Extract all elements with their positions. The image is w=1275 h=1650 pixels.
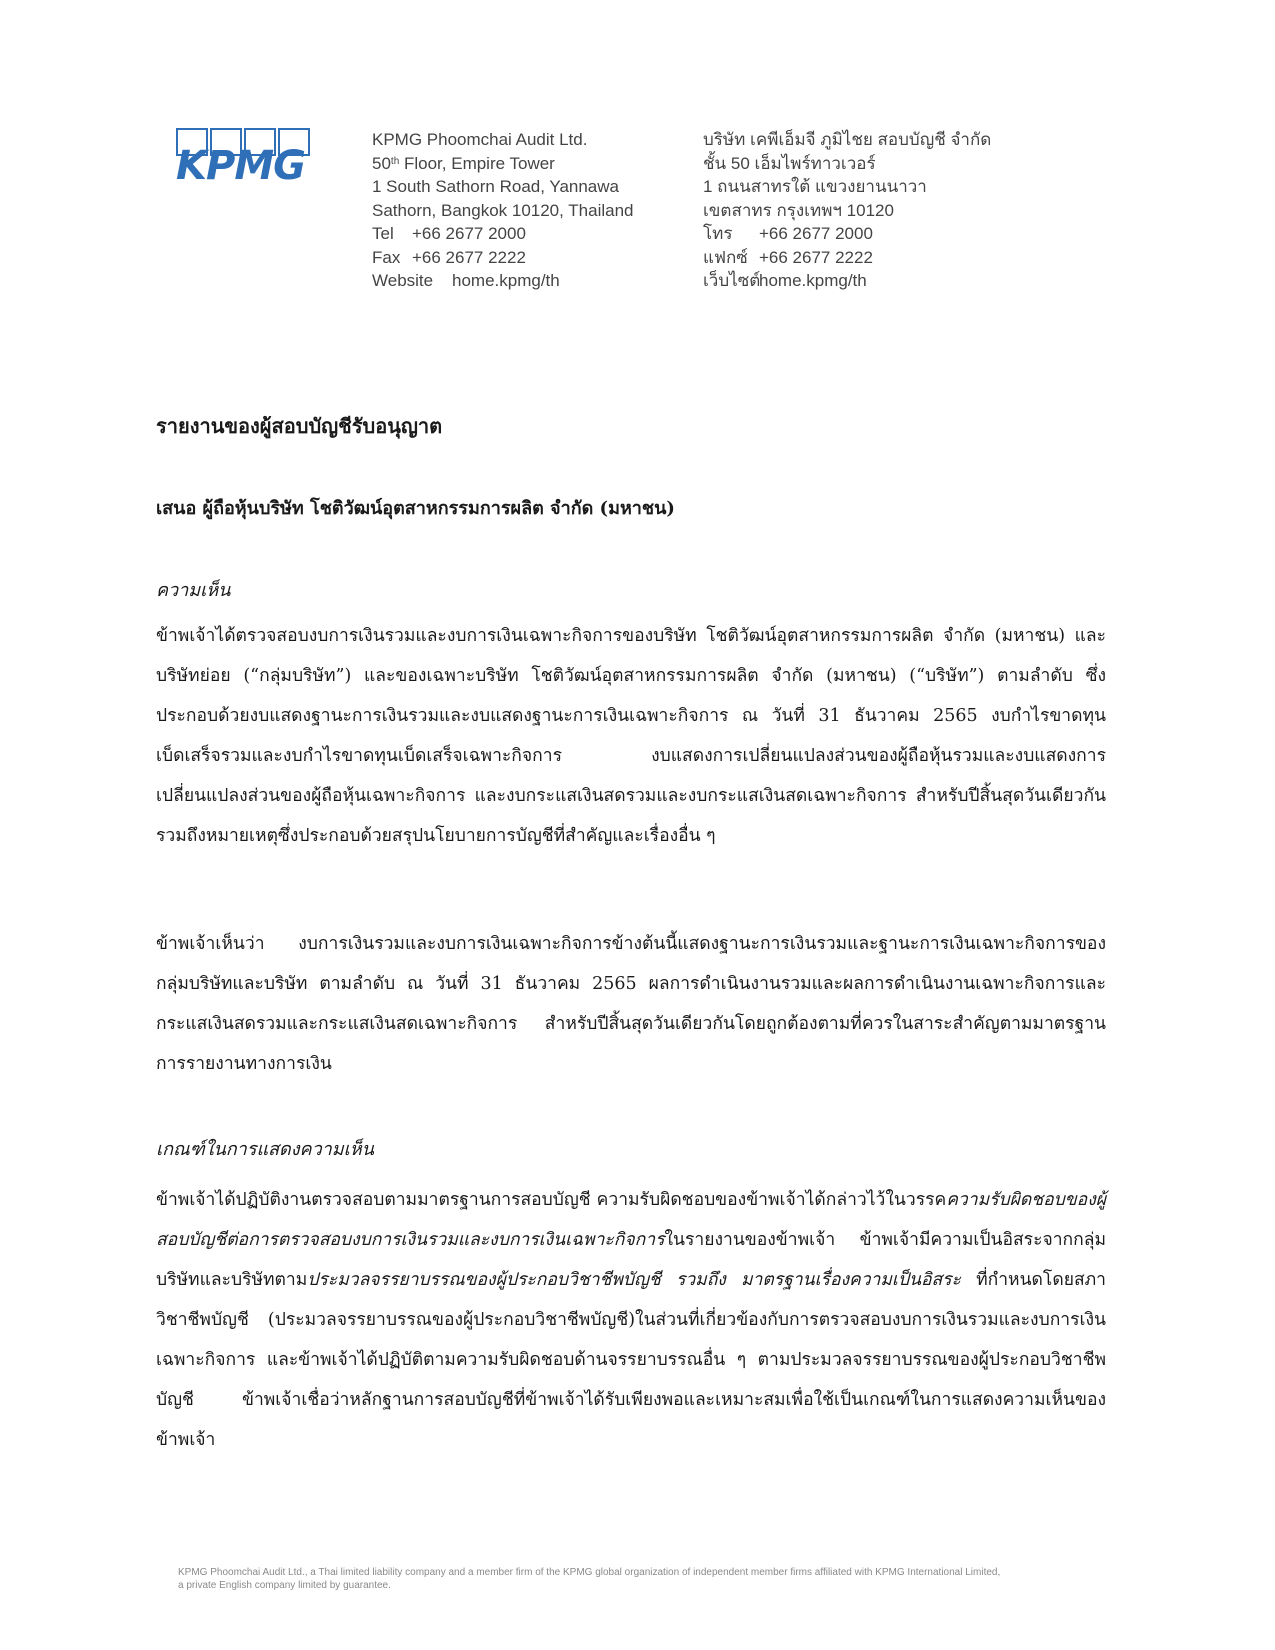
report-title: รายงานของผู้สอบบัญชีรับอนุญาต: [156, 414, 443, 438]
city-line-th: เขตสาทร กรุงเทพฯ 10120: [703, 200, 894, 220]
company-name-en: KPMG Phoomchai Audit Ltd.: [372, 130, 588, 149]
website-line-en: Website home.kpmg/th: [372, 271, 560, 290]
opinion-paragraph-1: ข้าพเจ้าได้ตรวจสอบงบการเงินรวมและงบการเงินเฉพาะกิจการของบริษัท โชติวัฒน์อุตสาหกรรมการผลิต จำกัด (มหาชน) และบริษัทย่อย (“กลุ่มบริษัท”) และของเฉพาะบริษัท โชติวัฒน์อุตสาหกรรมการผลิต จำกัด (มหาชน) (“บริษัท”) ตามลำดับ ซึ่งประกอบด้วยงบแสดงฐานะการเงินรวมและงบแสดงฐานะการเงินเฉพาะกิจการ ณ วันที่ 31 ธันวาคม 2565 งบกำไรขาดทุนเบ็ดเสร็จรวมและงบกำไรขาดทุนเบ็ดเสร็จเฉพาะกิจการ งบแสดงการเปลี่ยนแปลงส่วนของผู้ถือหุ้นรวมและงบแสดงการเปลี่ยนแปลงส่วนของผู้ถือหุ้นเฉพาะกิจการ และงบกระแสเงินสดรวมและงบกระแสเงินสดเฉพาะกิจการ สำหรับปีสิ้นสุดวันเดียวกัน รวมถึงหมายเหตุซึ่งประกอบด้วยสรุปนโยบายการบัญชีที่สำคัญและเรื่องอื่น ๆ: [156, 626, 1106, 846]
opinion-heading: ความเห็น: [156, 580, 231, 601]
floor-line-en: 50th Floor, Empire Tower: [372, 153, 555, 173]
letterhead-address-english: [372, 128, 634, 293]
floor-line-th: ชั้น 50 เอ็มไพร์ทาวเวอร์: [703, 153, 876, 173]
tel-line-en: Tel +66 2677 2000: [372, 224, 526, 243]
opinion-paragraph-2: ข้าพเจ้าเห็นว่า งบการเงินรวมและงบการเงินเฉพาะกิจการข้างต้นนี้แสดงฐานะการเงินรวมและฐานะการเงินเฉพาะกิจการของกลุ่มบริษัทและบริษัท ตามลำดับ ณ วันที่ 31 ธันวาคม 2565 ผลการดำเนินงานรวมและผลการดำเนินงานเฉพาะกิจการและกระแสเงินสดรวมและกระแสเงินสดเฉพาะกิจการ สำหรับปีสิ้นสุดวันเดียวกันโดยถูกต้องตามที่ควรในสาระสำคัญตามมาตรฐานการรายงานทางการเงิน: [156, 934, 1106, 1074]
kpmg-logo: [176, 128, 316, 188]
fax-line-th: แฟกซ์ +66 2677 2222: [703, 247, 873, 267]
fax-line-en: Fax +66 2677 2222: [372, 247, 526, 267]
basis-heading: เกณฑ์ในการแสดงความเห็น: [156, 1139, 374, 1160]
logo-wordmark: KPMG: [176, 143, 305, 189]
street-line-en: 1 South Sathorn Road, Yannawa: [372, 177, 619, 196]
company-name-th: บริษัท เคพีเอ็มจี ภูมิไชย สอบบัญชี จำกัด: [703, 130, 992, 149]
footer-line-1: KPMG Phoomchai Audit Ltd., a Thai limited liability company and a member firm of the KPMG global organization of independent member firms affiliated with KPMG International Limited,: [178, 1567, 1001, 1578]
report-addressee: เสนอ ผู้ถือหุ้นบริษัท โชติวัฒน์อุตสาหกรรมการผลิต จำกัด (มหาชน): [156, 498, 675, 519]
page-footer: [178, 1566, 1078, 1592]
website-line-th: เว็บไซต์home.kpmg/th: [703, 271, 867, 290]
footer-line-2: a private English company limited by guarantee.: [178, 1580, 391, 1591]
city-line-en: Sathorn, Bangkok 10120, Thailand: [372, 200, 634, 220]
letterhead-address-thai: [703, 128, 991, 293]
tel-line-th: โทร +66 2677 2000: [703, 224, 873, 243]
street-line-th: 1 ถนนสาทรใต้ แขวงยานนาวา: [703, 177, 927, 196]
basis-paragraph: ข้าพเจ้าได้ปฏิบัติงานตรวจสอบตามมาตรฐานการสอบบัญชี ความรับผิดชอบของข้าพเจ้าได้กล่าวไว้ในวรรคความรับผิดชอบของผู้สอบบัญชีต่อการตรวจสอบงบการเงินรวมและงบการเงินเฉพาะกิจการในรายงานของข้าพเจ้า ข้าพเจ้ามีความเป็นอิสระจากกลุ่มบริษัทและบริษัทตามประมวลจรรยาบรรณของผู้ประกอบวิชาชีพบัญชี รวมถึง มาตรฐานเรื่องความเป็นอิสระ ที่กำหนดโดยสภาวิชาชีพบัญชี (ประมวลจรรยาบรรณของผู้ประกอบวิชาชีพบัญชี)ในส่วนที่เกี่ยวข้องกับการตรวจสอบงบการเงินรวมและงบการเงินเฉพาะกิจการ และข้าพเจ้าได้ปฏิบัติตามความรับผิดชอบด้านจรรยาบรรณอื่น ๆ ตามประมวลจรรยาบรรณของผู้ประกอบวิชาชีพบัญชี ข้าพเจ้าเชื่อว่าหลักฐานการสอบบัญชีที่ข้าพเจ้าได้รับเพียงพอและเหมาะสมเพื่อใช้เป็นเกณฑ์ในการแสดงความเห็นของข้าพเจ้า: [156, 1190, 1106, 1450]
